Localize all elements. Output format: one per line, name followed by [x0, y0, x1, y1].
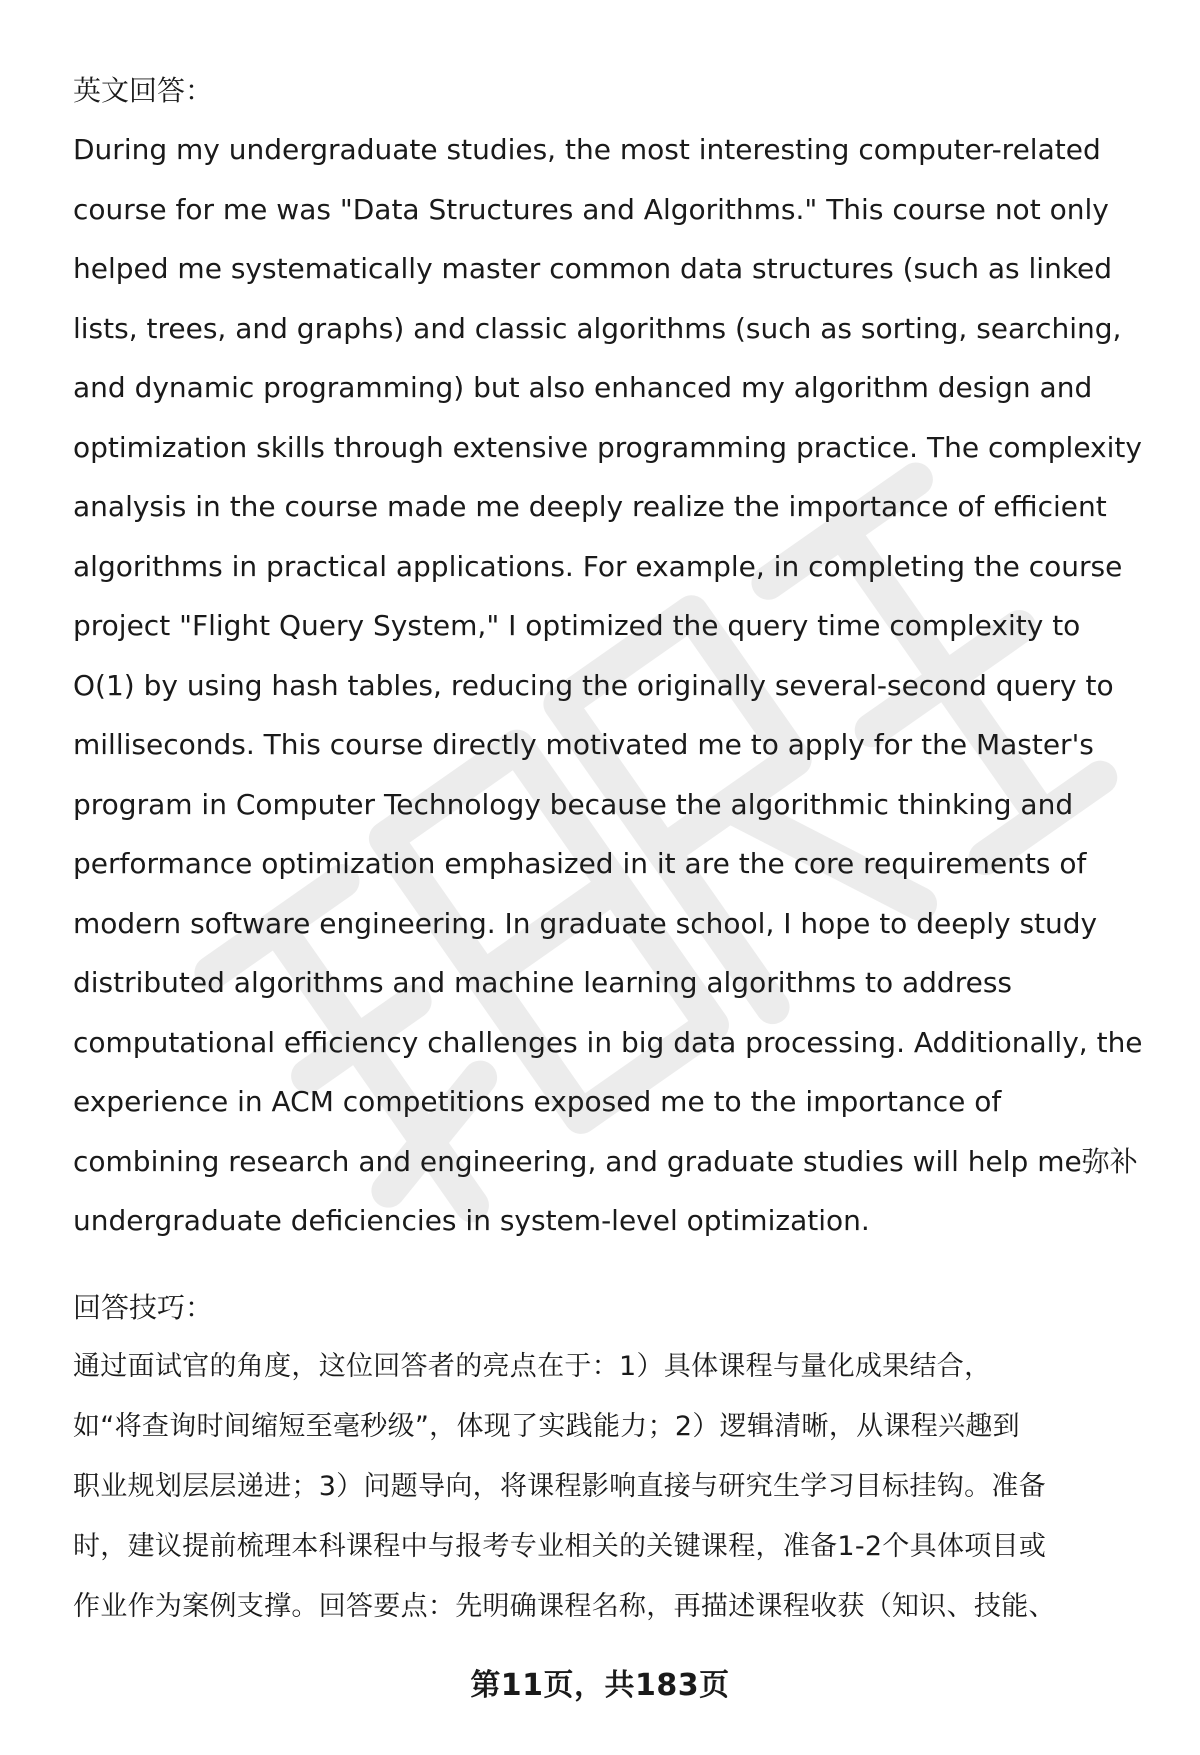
- tips-line: 时，建议提前梳理本科课程中与报考专业相关的关键课程，准备1-2个具体项目或: [73, 1530, 1047, 1562]
- tips-line: 职业规划层层递进；3）问题导向，将课程影响直接与研究生学习目标挂钩。准备: [73, 1470, 1046, 1502]
- answer-line: course for me was "Data Structures and Algorithms." This course not only: [73, 192, 1109, 226]
- answer-line: computational efficiency challenges in big data processing. Additionally, the: [73, 1025, 1143, 1059]
- answer-line: lists, trees, and graphs) and classic algorithms (such as sorting, searching,: [73, 311, 1122, 345]
- english-answer-body: [73, 120, 1153, 1251]
- page-number-footer: 第11页，共183页: [470, 1668, 730, 1703]
- answer-line: project "Flight Query System," I optimized the query time complexity to: [73, 609, 1081, 642]
- answer-line: optimization skills through extensive programming practice. The complexity: [73, 430, 1142, 464]
- answer-line: program in Computer Technology because the algorithmic thinking and: [73, 787, 1074, 821]
- answer-tips-body: [73, 1337, 1153, 1637]
- answer-line: O(1) by using hash tables, reducing the originally several-second query to: [73, 668, 1114, 702]
- answer-line: During my undergraduate studies, the most interesting computer-related: [73, 133, 1101, 166]
- answer-line: undergraduate deficiencies in system-level optimization.: [73, 1204, 870, 1237]
- page-content: [73, 62, 1153, 1637]
- section-spacer: [73, 1251, 1153, 1279]
- english-answer-heading: 英文回答：: [73, 74, 214, 107]
- english-answer-section: [73, 62, 1153, 1251]
- answer-line: and dynamic programming) but also enhanced my algorithm design and: [73, 371, 1093, 404]
- tips-line: 通过面试官的角度，这位回答者的亮点在于：1）具体课程与量化成果结合，: [73, 1350, 992, 1382]
- answer-line: milliseconds. This course directly motivated me to apply for the Master's: [73, 728, 1094, 761]
- answer-line: analysis in the course made me deeply realize the importance of efficient: [73, 490, 1107, 523]
- answer-line: distributed algorithms and machine learning algorithms to address: [73, 966, 1012, 999]
- answer-line: experience in ACM competitions exposed me to the importance of: [73, 1085, 1002, 1118]
- answer-line: performance optimization emphasized in it are the core requirements of: [73, 847, 1087, 880]
- answer-line: modern software engineering. In graduate school, I hope to deeply study: [73, 906, 1098, 940]
- answer-line: combining research and engineering, and graduate studies will help me弥补: [73, 1144, 1138, 1178]
- answer-line: helped me systematically master common data structures (such as linked: [73, 252, 1113, 285]
- answer-tips-section: [73, 1279, 1153, 1637]
- tips-line: 如“将查询时间缩短至毫秒级”，体现了实践能力；2）逻辑清晰，从课程兴趣到: [73, 1410, 1020, 1442]
- answer-line: algorithms in practical applications. For example, in completing the course: [73, 549, 1123, 583]
- tips-line: 作业作为案例支撑。回答要点：先明确课程名称，再描述课程收获（知识、技能、: [73, 1590, 1056, 1622]
- answer-tips-heading: 回答技巧：: [73, 1290, 214, 1324]
